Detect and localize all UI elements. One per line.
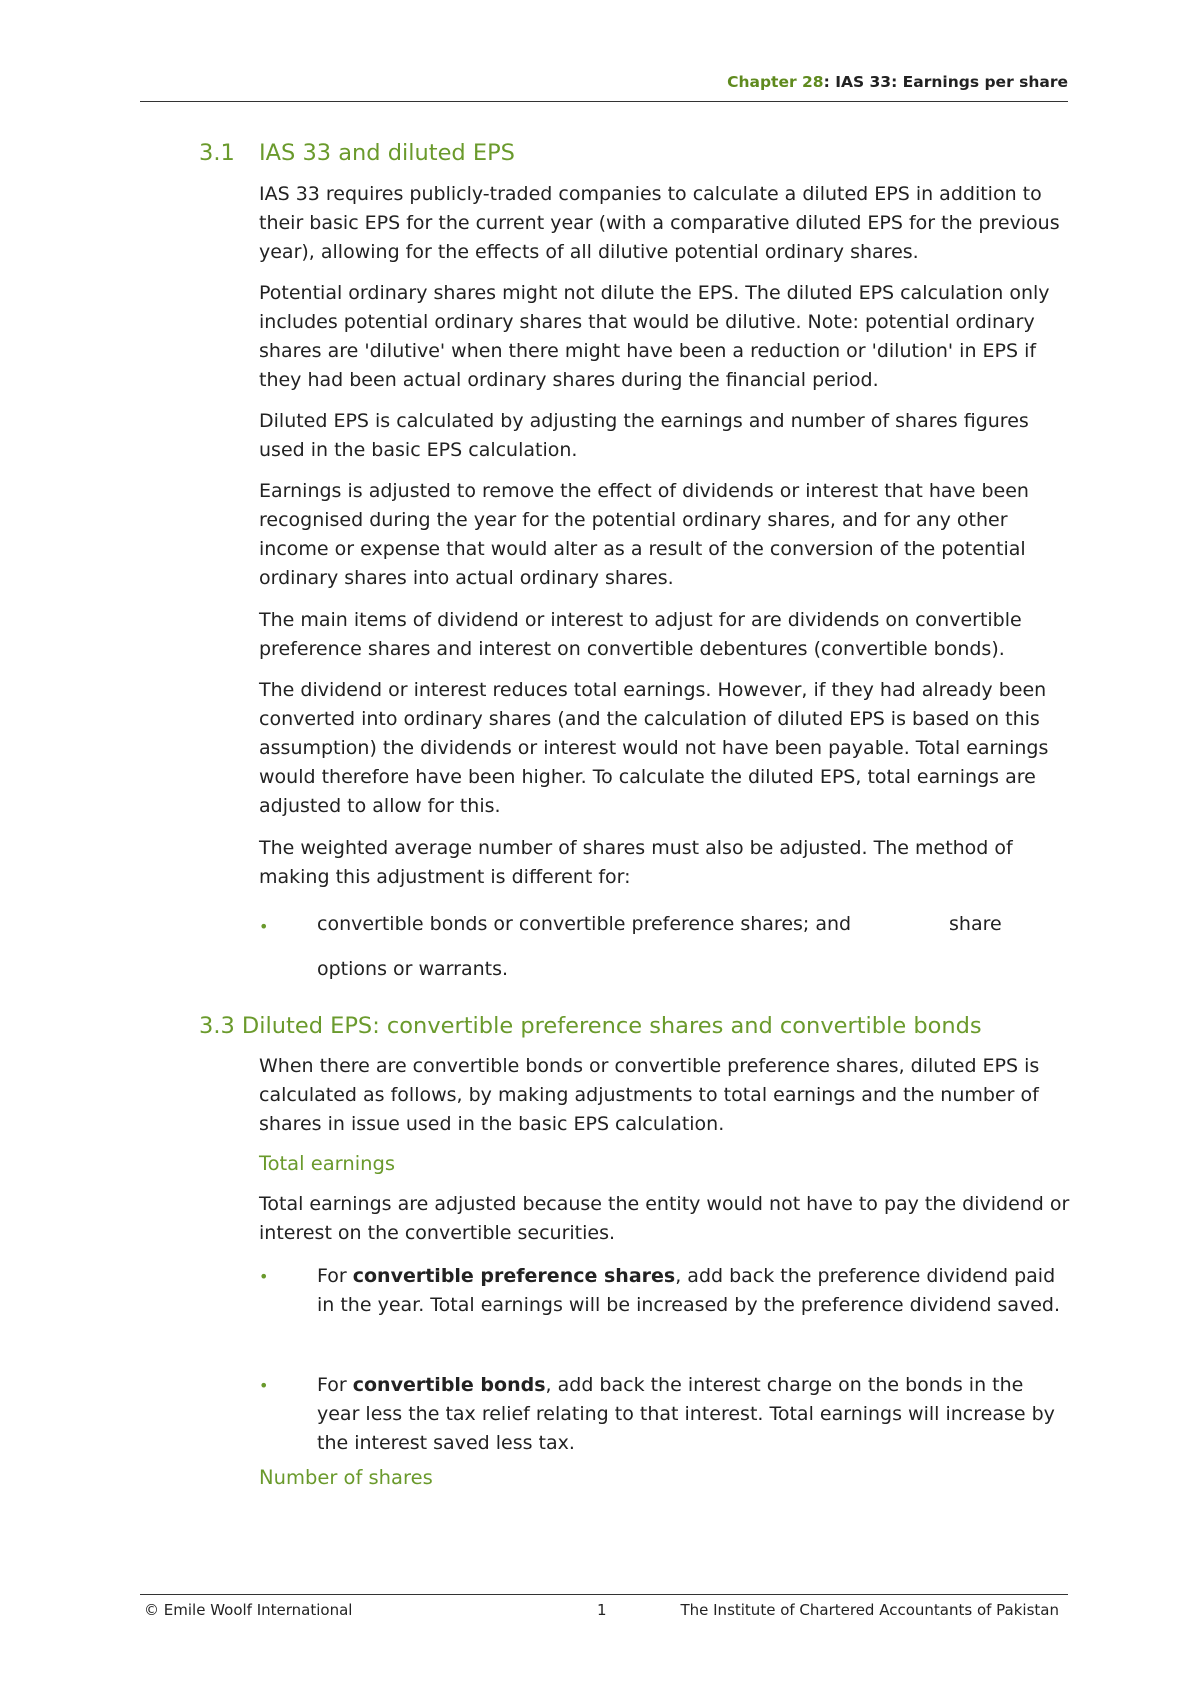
section-3-3-heading: 3.3 Diluted EPS: convertible preference shares and convertible bonds <box>199 1013 982 1039</box>
bullet-bold-term: convertible bonds <box>352 1374 546 1396</box>
footer-copyright: © Emile Woolf International <box>144 1601 353 1619</box>
section-3-1-heading <box>199 139 515 167</box>
bullet-rest: , add back the preference dividend paid in the year. Total earnings will be increased by the preference dividend saved. <box>317 1265 1060 1316</box>
paragraph: IAS 33 requires publicly-traded companies to calculate a diluted EPS in addition to their basic EPS for the current year (with a comparative diluted EPS for the previous year), allowing for the effects of all dilutive potential ordinary shares. <box>259 183 1060 263</box>
page-header <box>140 73 1068 91</box>
header-chapter: Chapter 28 <box>727 73 824 91</box>
bullet-bold-term: convertible preference shares <box>352 1265 676 1287</box>
bullet-text-line-1-end: share <box>949 913 1002 935</box>
header-rule <box>140 101 1068 102</box>
bullet-text-line-1: convertible bonds or convertible preference shares; and <box>317 913 852 935</box>
paragraph: Potential ordinary shares might not dilute the EPS. The diluted EPS calculation only includes potential ordinary shares that would be dilutive. Note: potential ordinary shares are 'dilutive' when there might have been a reduction or 'dilution' in EPS if they had been actual ordinary shares during the financial period. <box>259 282 1050 391</box>
footer-rule <box>140 1594 1068 1595</box>
bullet-text <box>317 1371 1069 1458</box>
section-3-1-number: 3.1 <box>199 140 235 166</box>
subheading-number-of-shares: Number of shares <box>259 1466 433 1489</box>
paragraph: The weighted average number of shares must also be adjusted. The method of making this adjustment is different for: <box>259 837 1013 888</box>
footer-institute: The Institute of Chartered Accountants of Pakistan <box>680 1601 1059 1619</box>
paragraph: Total earnings are adjusted because the entity would not have to pay the dividend or interest on the convertible securities. <box>259 1193 1070 1244</box>
bullet-text-line-2: options or warrants. <box>317 958 509 980</box>
paragraph: The main items of dividend or interest to adjust for are dividends on convertible preference shares and interest on convertible debentures (convertible bonds). <box>259 609 1022 660</box>
bullet-glyph: • <box>259 1267 269 1286</box>
bullet-prefix: For <box>317 1374 353 1396</box>
bullet-rest: , add back the interest charge on the bonds in the year less the tax relief relating to that interest. Total earnings will increase by the interest saved less tax. <box>317 1374 1055 1454</box>
subheading-total-earnings: Total earnings <box>259 1152 396 1175</box>
footer-page-number: 1 <box>597 1601 607 1619</box>
bullet-glyph: • <box>259 917 269 936</box>
section-3-1-title: IAS 33 and diluted EPS <box>259 140 515 166</box>
bullet-glyph: • <box>259 1376 269 1395</box>
header-title: IAS 33: Earnings per share <box>835 73 1068 91</box>
paragraph: The dividend or interest reduces total earnings. However, if they had already been converted into ordinary shares (and the calculation of diluted EPS is based on this assumption) the dividends or interest would not have been payable. Total earnings would therefore have been higher. To calculate the diluted EPS, total earnings are adjusted to allow for this. <box>259 679 1049 817</box>
bullet-text <box>317 1262 1069 1320</box>
paragraph: When there are convertible bonds or convertible preference shares, diluted EPS is calculated as follows, by making adjustments to total earnings and the number of shares in issue used in the basic EPS calculation. <box>259 1055 1040 1135</box>
header-separator: : <box>823 73 836 91</box>
bullet-prefix: For <box>317 1265 353 1287</box>
paragraph: Diluted EPS is calculated by adjusting the earnings and number of shares figures used in the basic EPS calculation. <box>259 410 1029 461</box>
paragraph: Earnings is adjusted to remove the effect of dividends or interest that have been recognised during the year for the potential ordinary shares, and for any other income or expense that would alter as a result of the conversion of the potential ordinary shares into actual ordinary shares. <box>259 480 1029 589</box>
